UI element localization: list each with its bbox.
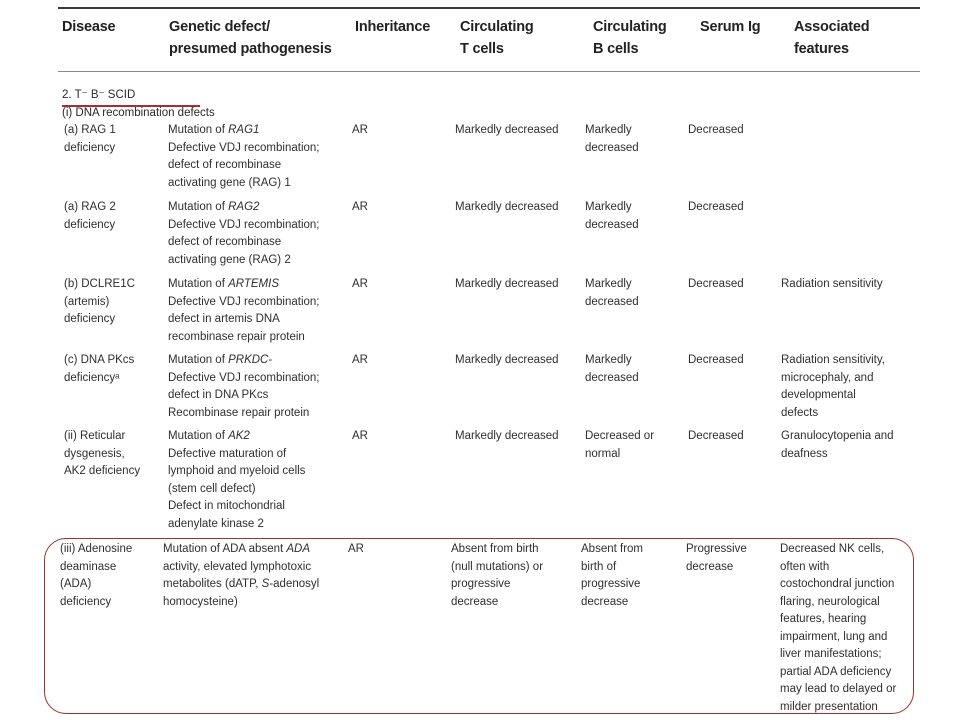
cell-line: AR [352,124,368,136]
header-bottom-rule [58,71,920,72]
cell-bcells [585,199,639,234]
cell-line: may lead to delayed or [780,683,897,695]
cell-line: Absent from [581,543,643,555]
cell-line: AR [352,354,368,366]
cell-tcells [455,428,559,446]
cell-genetic [168,428,305,533]
cell-line: decrease [686,560,734,573]
cell-line: Decreased or [585,430,655,442]
cell-line: costochondral junction [780,578,895,590]
cell-line: AK2 deficiency [64,465,141,477]
cell-line: AR [352,278,368,290]
cell-line: deaminase [60,560,117,573]
cell-inheritance [352,428,368,446]
cell-line: activity, elevated lymphotoxic [163,560,312,573]
cell-line: partial ADA deficiency [780,665,892,678]
cell-line: Decreased [688,201,744,213]
cell-tcells [455,276,559,294]
cell-line: defect in artemis DNA [168,313,280,325]
header-disease: Disease [62,19,116,35]
cell-line: Absent from birth [451,543,539,555]
cell-line: (a) RAG 2 [64,201,116,213]
table-top-rule [58,7,920,9]
cell-line: Mutation of PRKDC- [168,354,273,366]
cell-line: homocysteine) [163,595,238,608]
cell-line: (ii) Reticular [64,430,126,442]
cell-line: defect of recombinase [168,236,282,248]
subsection-title: (i) DNA recombination defects [62,107,215,119]
cell-line: microcephaly, and [781,371,874,384]
cell-genetic [168,276,319,346]
cell-line: Decreased [688,278,744,290]
cell-bcells [585,122,639,157]
cell-line: Defective VDJ recombination; [168,218,320,231]
cell-genetic [168,199,319,269]
cell-line: Radiation sensitivity, [781,354,885,366]
cell-serum [688,352,744,370]
cell-line: Mutation of AK2 [168,430,250,442]
cell-line: Progressive [686,543,747,555]
cell-line: Mutation of RAG2 [168,201,260,213]
cell-line: decreased [585,141,639,154]
cell-tcells [455,352,559,370]
cell-line: defect of recombinase [168,159,282,171]
cell-disease [64,199,116,234]
cell-line: Mutation of RAG1 [168,124,260,136]
cell-serum [688,276,744,294]
cell-line: Radiation sensitivity [781,278,883,290]
cell-line: Decreased [688,430,744,442]
cell-inheritance [352,352,368,370]
cell-line: (ADA) [60,578,92,590]
cell-line: recombinase repair protein [168,330,305,343]
cell-line: liver manifestations; [780,648,882,660]
cell-line: Markedly decreased [455,278,559,290]
cell-line: flaring, neurological [780,595,880,608]
cell-assoc [781,352,885,422]
cell-line: decrease [581,595,629,608]
cell-line: progressive [581,578,641,590]
cell-line: birth of [581,560,617,573]
cell-line: (artemis) [64,295,110,308]
cell-line: decrease [451,595,499,608]
cell-line: deficiency [64,218,116,231]
cell-line: decreased [585,295,639,308]
cell-line: Markedly [585,201,632,213]
cell-line: defect in DNA PKcs [168,389,269,401]
cell-line: Markedly decreased [455,354,559,366]
cell-line: developmental [781,389,856,401]
cell-disease [64,428,140,481]
cell-line: defects [781,406,819,419]
cell-assoc [781,276,883,294]
cell-line: Recombinase repair protein [168,406,310,419]
cell-line: deficiency [60,595,112,608]
cell-line: AR [352,201,368,213]
cell-bcells [585,428,654,463]
cell-line: milder presentation [780,700,878,713]
cell-line: decreased [585,371,639,384]
cell-disease [64,352,134,387]
cell-line: Markedly [585,278,632,290]
cell-line: deficiency [64,313,116,325]
cell-line: Markedly decreased [455,124,559,136]
cell-line: often with [780,560,830,573]
cell-line: features, hearing [780,613,867,625]
cell-line: Markedly [585,354,632,366]
ada-highlight-outline [44,538,914,714]
cell-line: metabolites (dATP, S-adenosyl [163,578,320,590]
cell-line: (a) RAG 1 [64,124,116,136]
cell-bcells [585,352,639,387]
cell-line: decreased [585,218,639,231]
cell-line: activating gene (RAG) 2 [168,253,291,266]
header-circulating-t-cells: Circulating T cells [460,19,534,57]
header-serum-ig: Serum Ig [700,19,761,35]
cell-line: (null mutations) or [451,560,544,573]
section-title: 2. T⁻ B⁻ SCID [62,89,136,101]
cell-line: impairment, lung and [780,630,888,643]
cell-line: AR [348,543,364,555]
cell-line: Defective VDJ recombination; [168,371,320,384]
cell-line: Defective VDJ recombination; [168,295,320,308]
cell-line: progressive [451,578,511,590]
cell-line: Mutation of ARTEMIS [168,278,280,290]
cell-disease [64,276,135,329]
cell-line: dysgenesis, [64,447,125,460]
header-circulating-b-cells: Circulating B cells [593,19,667,57]
cell-bcells [585,276,639,311]
cell-line: Granulocytopenia and [781,430,894,442]
cell-line: adenylate kinase 2 [168,517,264,530]
cell-genetic [168,352,319,422]
cell-serum [688,122,744,140]
cell-tcells [455,199,559,217]
cell-inheritance [352,122,368,140]
cell-inheritance [352,276,368,294]
cell-line: Markedly decreased [455,201,559,213]
cell-assoc [781,428,894,463]
cell-line: deafness [781,447,828,460]
cell-line: (stem cell defect) [168,482,256,495]
cell-line: Markedly [585,124,632,136]
cell-line: deficiencyᵃ [64,371,120,384]
cell-line: (b) DCLRE1C [64,278,135,290]
cell-line: Defect in mitochondrial [168,500,285,512]
cell-line: lymphoid and myeloid cells [168,465,306,477]
cell-line: activating gene (RAG) 1 [168,176,291,189]
cell-tcells [455,122,559,140]
cell-line: Defective maturation of [168,447,287,460]
cell-line: Decreased [688,124,744,136]
cell-line: normal [585,447,621,460]
cell-line: (iii) Adenosine [60,543,133,555]
header-associated-features: Associated features [794,19,870,57]
cell-line: Mutation of ADA absent ADA [163,543,311,555]
cell-genetic [168,122,319,192]
cell-serum [688,199,744,217]
cell-line: deficiency [64,141,116,154]
cell-line: (c) DNA PKcs [64,354,135,366]
cell-line: Markedly decreased [455,430,559,442]
header-genetic-defect: Genetic defect/ presumed pathogenesis [169,19,332,57]
cell-line: AR [352,430,368,442]
cell-inheritance [352,199,368,217]
cell-line: Decreased [688,354,744,366]
cell-line: Defective VDJ recombination; [168,141,320,154]
cell-serum [688,428,744,446]
cell-line: Decreased NK cells, [780,543,885,555]
header-inheritance: Inheritance [355,19,431,35]
cell-disease [64,122,116,157]
